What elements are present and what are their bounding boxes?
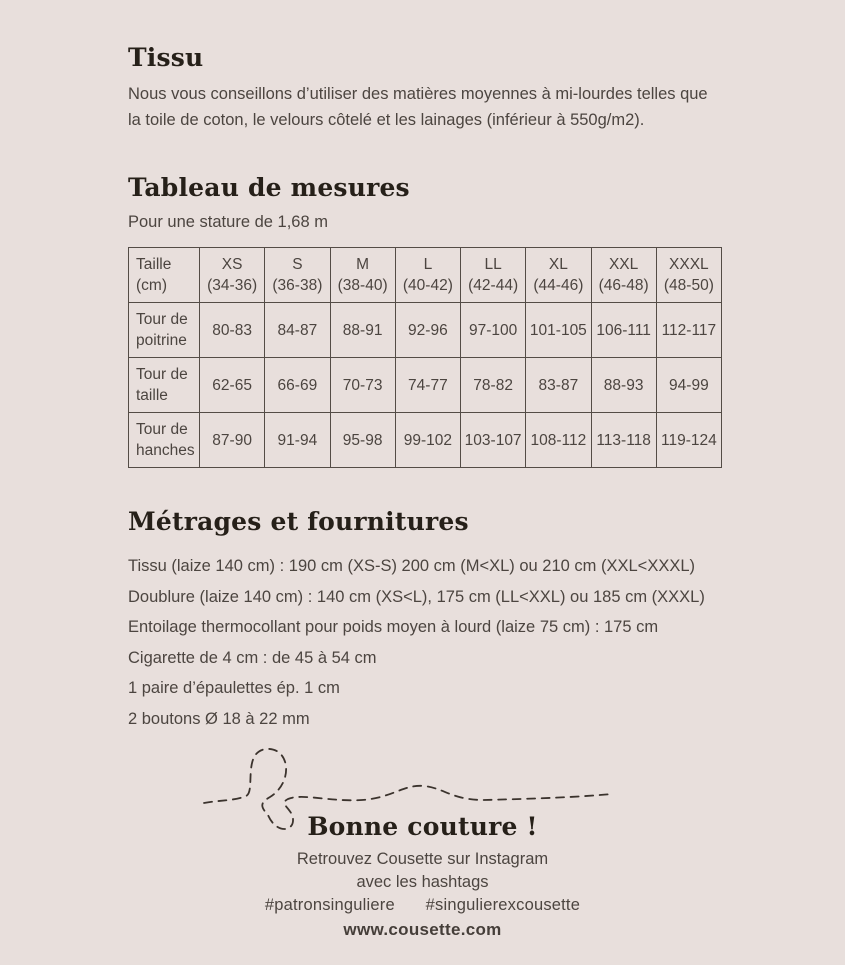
table-cell: 92-96 xyxy=(395,303,460,358)
table-cell: 101-105 xyxy=(526,303,591,358)
table-cell: 84-87 xyxy=(265,303,330,358)
row-label-hanches: Tour de hanches xyxy=(129,413,200,468)
table-row-taille xyxy=(129,358,722,413)
table-cell: 88-93 xyxy=(591,358,656,413)
size-header-xs: XS (34-36) xyxy=(200,248,265,303)
section-title-tissu: Tissu xyxy=(128,43,204,72)
table-cell: 119-124 xyxy=(656,413,721,468)
supply-list xyxy=(128,556,720,730)
table-cell: 83-87 xyxy=(526,358,591,413)
table-cell: 112-117 xyxy=(656,303,721,358)
table-cell: 113-118 xyxy=(591,413,656,468)
size-header-ll: LL (42-44) xyxy=(461,248,526,303)
footer-instagram-line: Retrouvez Cousette sur Instagram xyxy=(296,850,549,868)
table-cell: 97-100 xyxy=(461,303,526,358)
supply-item-cigarette: Cigarette de 4 cm : de 45 à 54 cm xyxy=(128,648,377,667)
size-header-l: L (40-42) xyxy=(395,248,460,303)
measurements-table xyxy=(128,247,722,468)
footer xyxy=(0,812,845,941)
supply-item-entoilage: Entoilage thermocollant pour poids moyen à lourd (laize 75 cm) : 175 cm xyxy=(128,618,659,637)
footer-title: Bonne couture ! xyxy=(307,812,538,841)
section-title-fournitures: Métrages et fournitures xyxy=(128,507,469,537)
footer-hashtags xyxy=(0,894,845,917)
page-content xyxy=(128,0,720,730)
table-cell: 94-99 xyxy=(656,358,721,413)
table-cell: 62-65 xyxy=(200,358,265,413)
size-header-xl: XL (44-46) xyxy=(526,248,591,303)
table-cell: 108-112 xyxy=(526,413,591,468)
row-label-poitrine: Tour de poitrine xyxy=(129,303,200,358)
table-corner-cell: Taille (cm) xyxy=(129,248,200,303)
supply-item-tissu: Tissu (laize 140 cm) : 190 cm (XS-S) 200 cm (M<XL) ou 210 cm (XXL<XXXL) xyxy=(128,557,696,576)
tissu-description: Nous vous conseillons d’utiliser des matières moyennes à mi-lourdes telles que la toile de coton, le velours côtelé et les lainages (inférieur à 550g/m2). xyxy=(128,84,708,129)
mesures-subtitle: Pour une stature de 1,68 m xyxy=(128,213,328,232)
table-cell: 106-111 xyxy=(591,303,656,358)
table-cell: 88-91 xyxy=(330,303,395,358)
size-header-s: S (36-38) xyxy=(265,248,330,303)
supply-item-epaulettes: 1 paire d’épaulettes ép. 1 cm xyxy=(128,679,340,698)
section-title-mesures: Tableau de mesures xyxy=(128,172,410,202)
table-row-hanches xyxy=(129,413,722,468)
size-header-xxxl: XXXL (48-50) xyxy=(656,248,721,303)
table-cell: 103-107 xyxy=(461,413,526,468)
size-header-m: M (38-40) xyxy=(330,248,395,303)
table-cell: 66-69 xyxy=(265,358,330,413)
table-cell: 91-94 xyxy=(265,413,330,468)
table-row-poitrine xyxy=(129,303,722,358)
hashtag-singulierexcousette: #singulierexcousette xyxy=(425,896,581,914)
table-cell: 95-98 xyxy=(330,413,395,468)
row-label-taille: Tour de taille xyxy=(129,358,200,413)
supply-item-doublure: Doublure (laize 140 cm) : 140 cm (XS<L), 175 cm (LL<XXL) ou 185 cm (XXXL) xyxy=(128,587,705,606)
table-cell: 70-73 xyxy=(330,358,395,413)
size-header-xxl: XXL (46-48) xyxy=(591,248,656,303)
hashtag-patronsinguliere: #patronsinguliere xyxy=(264,896,395,914)
footer-hashtags-intro: avec les hashtags xyxy=(356,873,489,891)
supply-item-boutons: 2 boutons Ø 18 à 22 mm xyxy=(128,709,310,728)
table-cell: 99-102 xyxy=(395,413,460,468)
table-cell: 74-77 xyxy=(395,358,460,413)
table-cell: 78-82 xyxy=(461,358,526,413)
table-cell: 87-90 xyxy=(200,413,265,468)
table-cell: 80-83 xyxy=(200,303,265,358)
footer-website: www.cousette.com xyxy=(343,920,502,939)
table-header-row xyxy=(129,248,722,303)
